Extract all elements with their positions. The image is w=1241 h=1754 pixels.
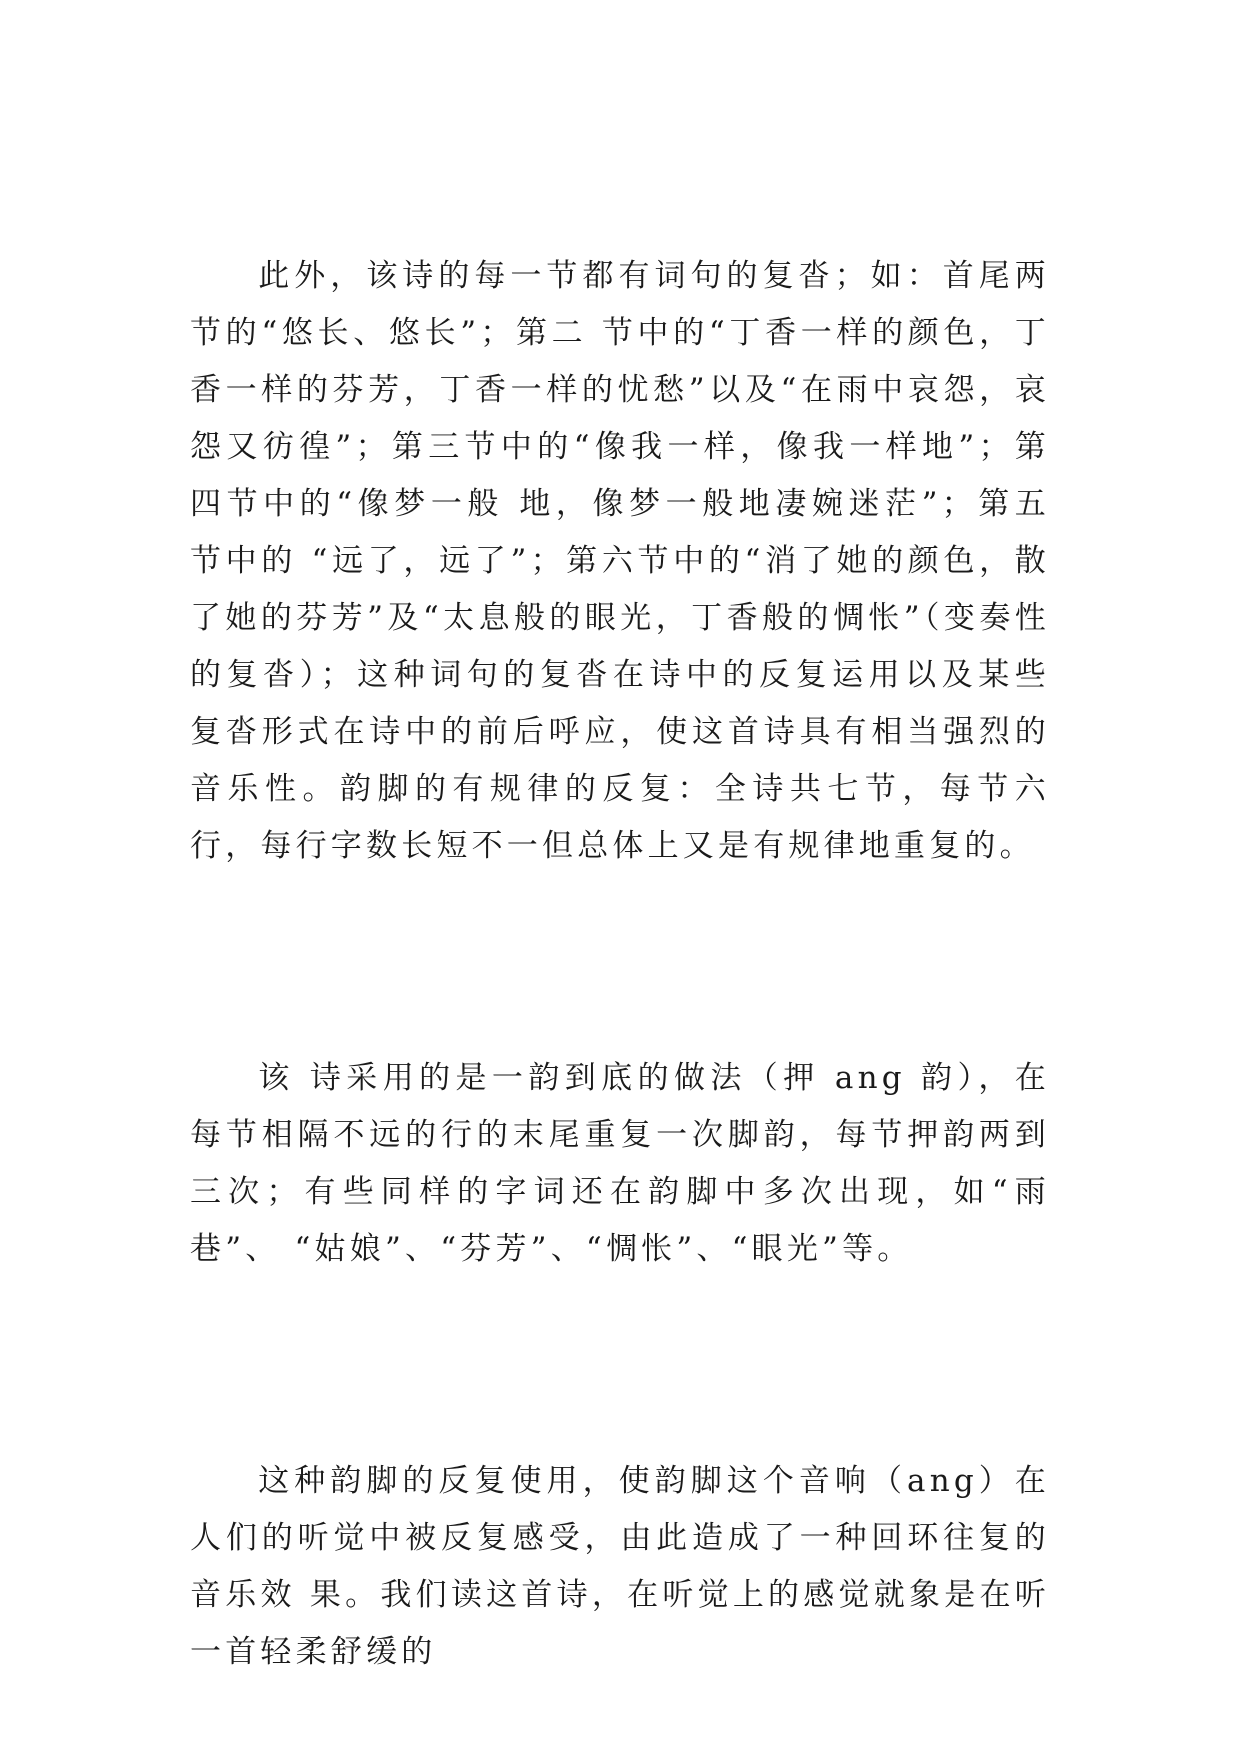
document-page bbox=[190, 248, 1050, 1681]
paragraph-repetition: 此外，该诗的每一节都有词句的复沓；如：首尾两节的“悠长、悠长”；第二 节中的“丁香一样的颜色，丁香一样的芬芳，丁香一样的忧愁”以及“在雨中哀怨，哀怨又彷徨”；第三节中的“像我一样，像我一样地”；第四节中的“像梦一般 地，像梦一般地凄婉迷茫”；第五节中的 “远了，远了”；第六节中的“消了她的颜色，散了她的芬芳”及“太息般的眼光，丁香般的惆怅”（变奏性的复沓）；这种词句的复沓在诗中的反复运用以及某些 复沓形式在诗中的前后呼应，使这首诗具有相当强烈的音乐性。韵脚的有规律的反复：全诗共七节，每节六行，每行字数长短不一但总体上又是有规律地重复的。 bbox=[190, 258, 1050, 864]
paragraph-effect: 这种韵脚的反复使用，使韵脚这个音响（ang）在人们的听觉中被反复感受，由此造成了一种回环往复的音乐效 果。我们读这首诗，在听觉上的感觉就象是在听一首轻柔舒缓的 bbox=[190, 1463, 1050, 1670]
paragraph-rhyme: 该 诗采用的是一韵到底的做法（押 ang 韵），在每节相隔不远的行的末尾重复一次脚韵，每节押韵两到三次；有些同样的字词还在韵脚中多次出现，如“雨巷”、 “姑娘”、“芬芳”、“惆怅”、“眼光”等。 bbox=[190, 1060, 1050, 1267]
